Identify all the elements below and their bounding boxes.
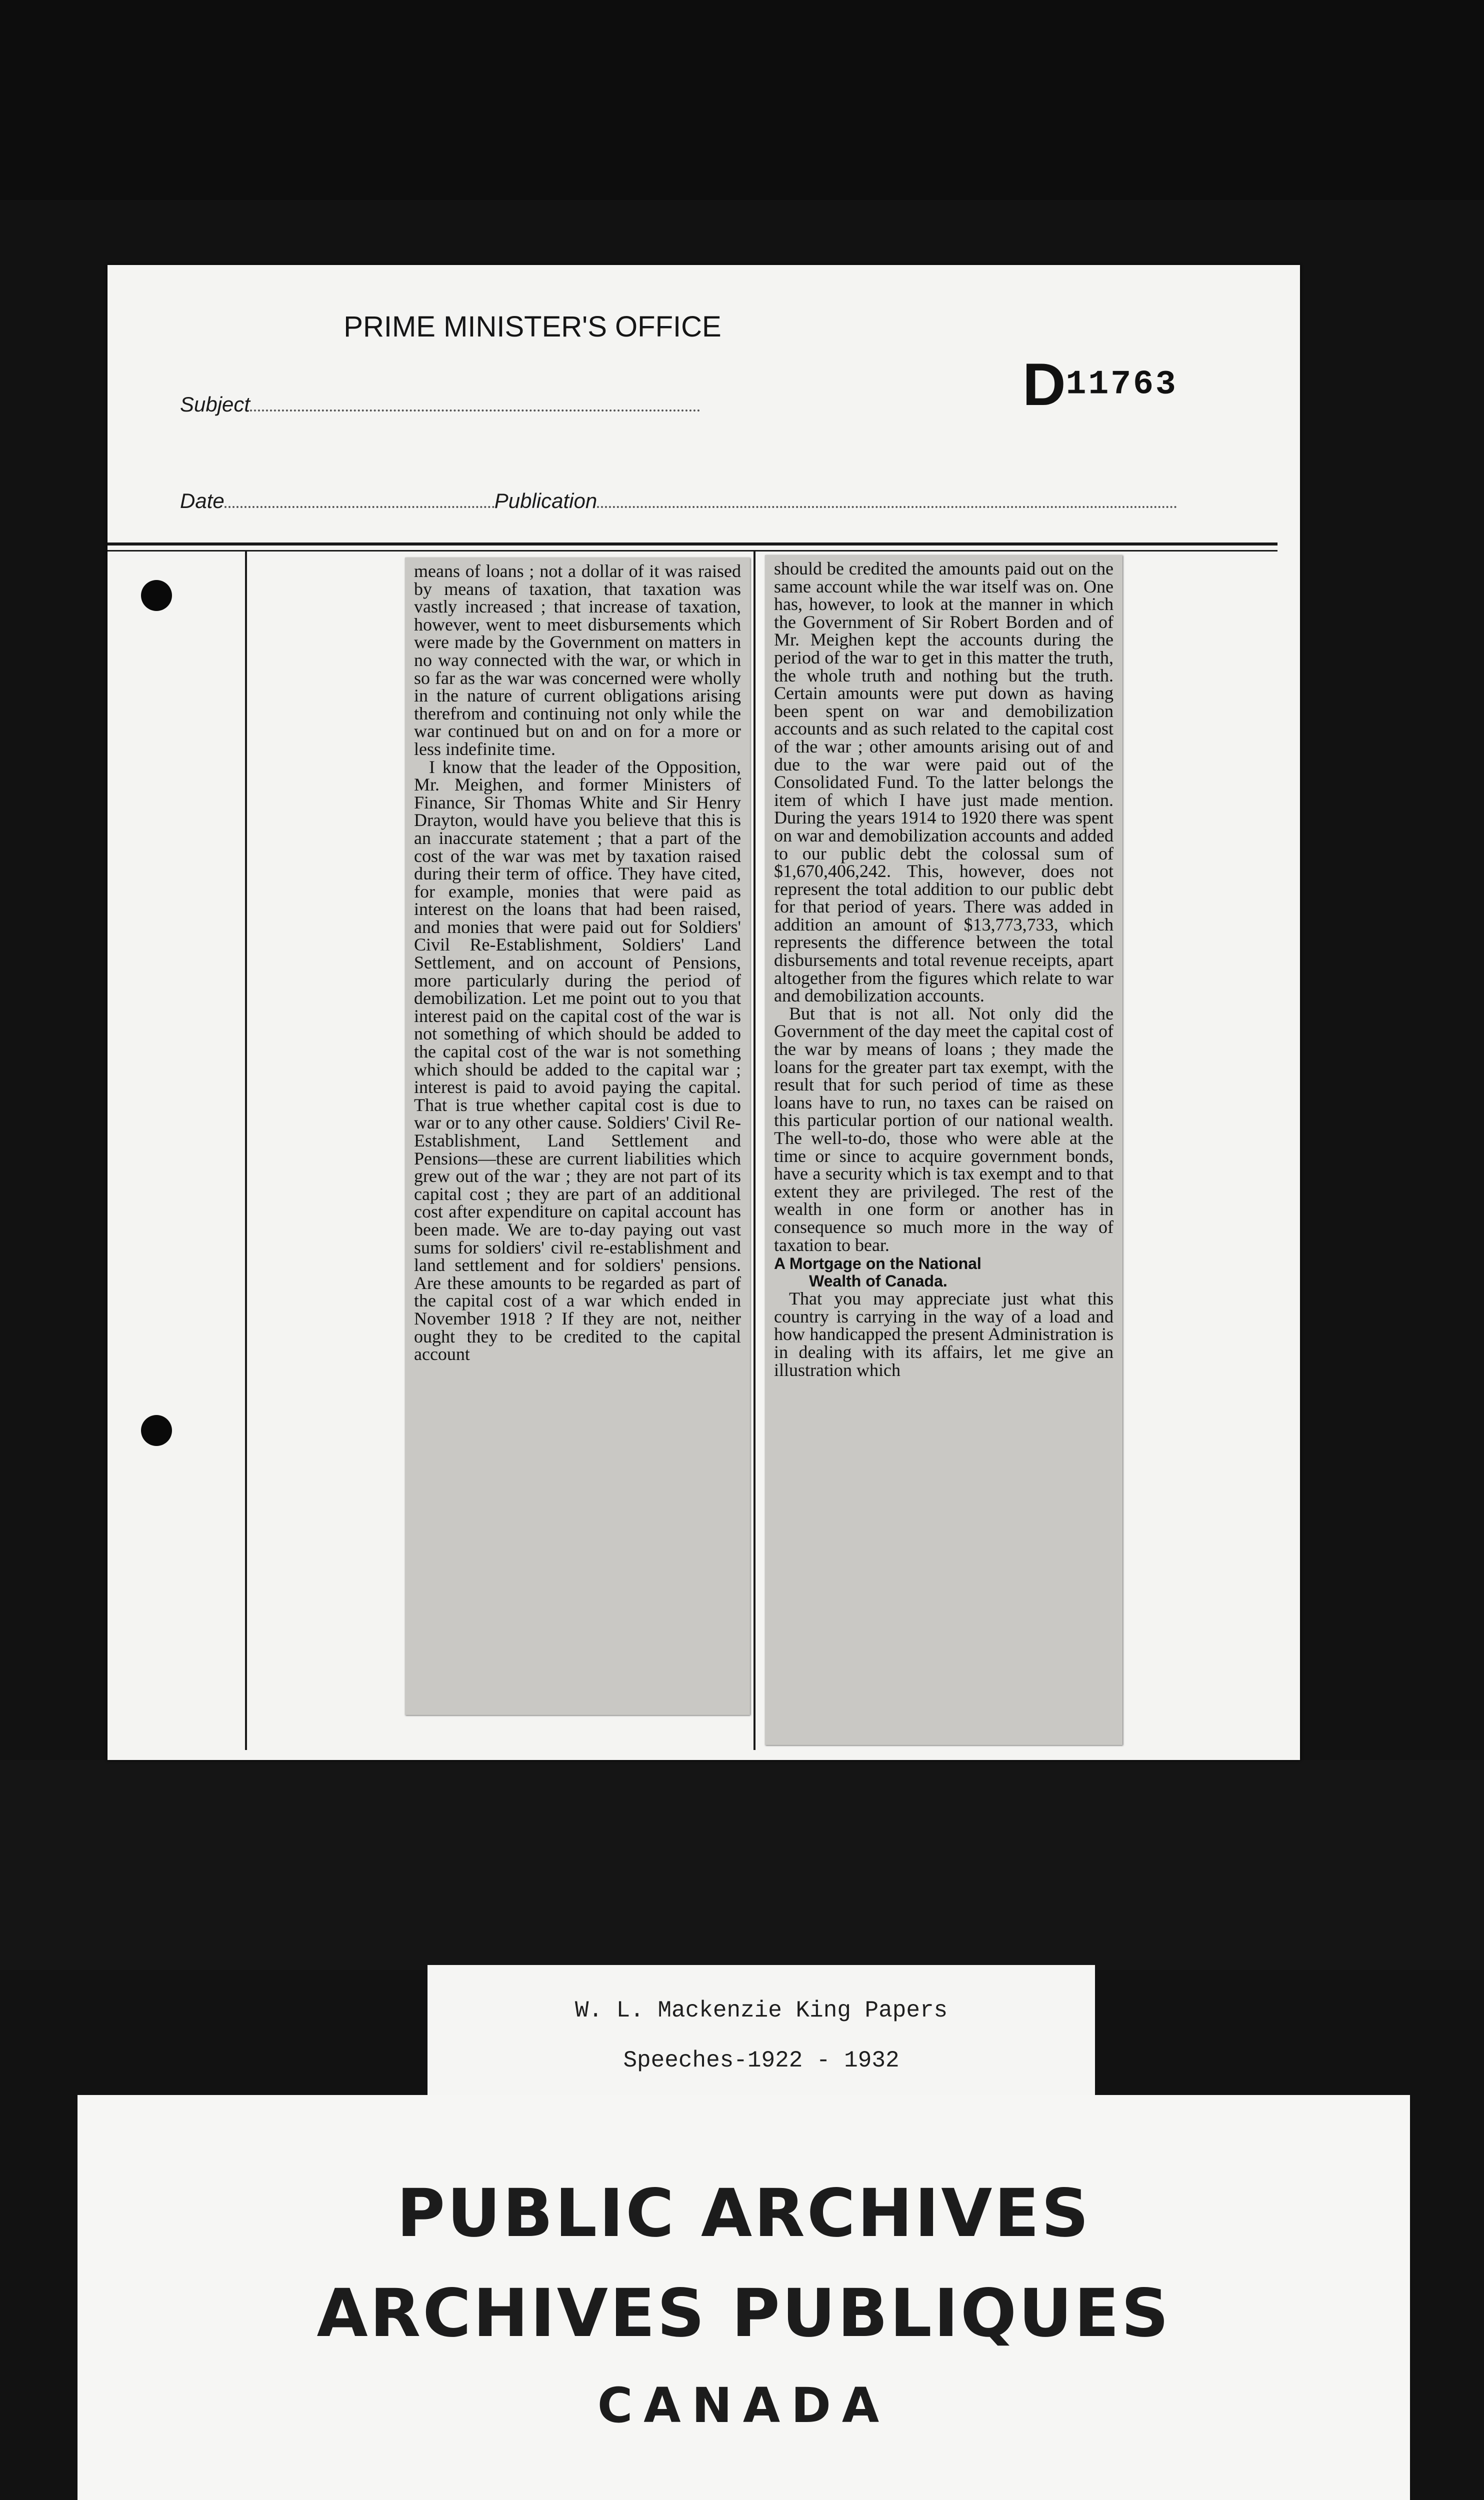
archives-title-french: ARCHIVES PUBLIQUES bbox=[316, 2275, 1171, 2352]
archives-title-english: PUBLIC ARCHIVES bbox=[396, 2175, 1091, 2252]
left-margin-rule bbox=[245, 550, 247, 1750]
date-label: Date bbox=[180, 489, 224, 512]
subject-dotted-line bbox=[250, 406, 700, 412]
punch-hole-bottom bbox=[141, 1415, 172, 1446]
punch-hole-top bbox=[141, 580, 172, 611]
newspaper-clipping-right-column bbox=[765, 555, 1122, 1745]
clipping-paragraph: should be credited the amounts paid out on the same account while the war itself was on. One has, however, to look at the manner in which the Government of Sir Robert Borden and of Mr. Meighen kept the accounts during the period of the war to get in this matter the truth, the whole truth and nothing but the truth. Certain amounts were put down as having been spent on war and demobilization accounts and as such related to the capital cost of the war ; other amounts arising out of and due to the war were paid out of the Consolidated Fund. To the latter belongs the item of which I have just made mention. During the years 1914 to 1920 there was spent on war and demobilization accounts and added to our public debt the colossal sum of $1,670,406,242. This, however, does not represent the total addition to our public debt for that period of years. There was added in addition an amount of $13,773,733, which represents the difference between the total disbursements and total revenue receipts, apart altogether from the figures which relate to war and demobilization accounts. bbox=[774, 558, 1114, 1006]
subheading-line-2: Wealth of Canada. bbox=[809, 1272, 948, 1290]
collection-name: W. L. Mackenzie King Papers bbox=[574, 1998, 948, 2024]
office-title: PRIME MINISTER'S OFFICE bbox=[344, 310, 722, 343]
top-dark-band bbox=[0, 0, 1484, 200]
publication-label: Publication bbox=[494, 489, 598, 512]
header-rule-thin bbox=[108, 550, 1278, 552]
document-number-value: 11763 bbox=[1066, 365, 1178, 404]
document-number bbox=[1022, 350, 1178, 419]
clipping-paragraph: That you may appreciate just what this country is carrying in the way of a load and how handicapped the present Administration is in dealing with its affairs, let me give an illustration which bbox=[774, 1288, 1114, 1380]
archives-country: CANADA bbox=[597, 2378, 890, 2434]
collection-series: Speeches-1922 - 1932 bbox=[623, 2048, 900, 2074]
subheading-line-1: A Mortgage on the National bbox=[774, 1254, 982, 1273]
document-number-prefix: D bbox=[1022, 351, 1066, 418]
clipping-paragraph: means of loans ; not a dollar of it was raised by means of taxation, that taxation was vastly increased ; that increase of taxation, however, went to meet disbursements which were made by the Government on matters in no way connected with the war, or which in so far as the war was concerned were wholly in the nature of current obligations arising therefrom and continuing not only while the war continued but on and on for a more or less indefinite time. bbox=[414, 561, 741, 759]
date-publication-field bbox=[180, 489, 1177, 513]
public-archives-card bbox=[78, 2095, 1410, 2500]
header-rule-thick bbox=[108, 542, 1278, 546]
middle-dark-band bbox=[0, 1760, 1484, 1970]
clipping-paragraph: I know that the leader of the Opposition, Mr. Meighen, and former Ministers of Finance, Sir Thomas White and Sir Henry Drayton, would have you believe that this is an inaccurate statement ; that a part of the cost of the war was met by taxation raised during their term of office. They have cited, for example, monies that were paid as interest on the loans that had been raised, and monies that were paid out for Soldiers' Civil Re-Establishment, Soldiers' Land Settlement, and on account of Pensions, more particularly during the period of demobilization. Let me point out to you that interest paid on the capital cost of the war is not something of which should be added to the capital cost of the war is not something which should be added to the capital war ; interest is paid to avoid paying the capital. That is true whether capital cost is due to war or to any other cause. Soldiers' Civil Re-Establishment, Land Settlement and Pensions—these are current liabilities which grew out of the war ; they are not part of its capital cost ; they are part of an additional cost after expenditure on capital account has been made. We are to-day paying out vast sums for soldiers' civil re-establishment and land settlement and for soldiers' pensions. Are these amounts to be regarded as part of the capital cost of a war which ended in November 1918 ? If they are not, neither ought they to be credited to the capital account bbox=[414, 756, 741, 1364]
newspaper-clipping-left-column bbox=[405, 558, 750, 1715]
clipping-subheading bbox=[774, 1255, 1114, 1290]
date-dotted-line bbox=[224, 503, 494, 508]
publication-dotted-line bbox=[597, 503, 1177, 508]
clipping-paragraph: But that is not all. Not only did the Government of the day meet the capital cost of the war by means of loans ; they made the loans for the greater part tax exempt, with the result that for such period of time as these loans have to run, no taxes can be raised on this particular portion of our national wealth. The well-to-do, those who were able at the time or since to acquire government bonds, have a security which is tax exempt and to that extent they are privileged. The rest of the wealth in one form or another has in consequence so much more in the way of taxation to bear. bbox=[774, 1003, 1114, 1255]
center-column-rule bbox=[754, 550, 756, 1750]
subject-field bbox=[180, 392, 700, 416]
subject-label: Subject bbox=[180, 392, 250, 416]
